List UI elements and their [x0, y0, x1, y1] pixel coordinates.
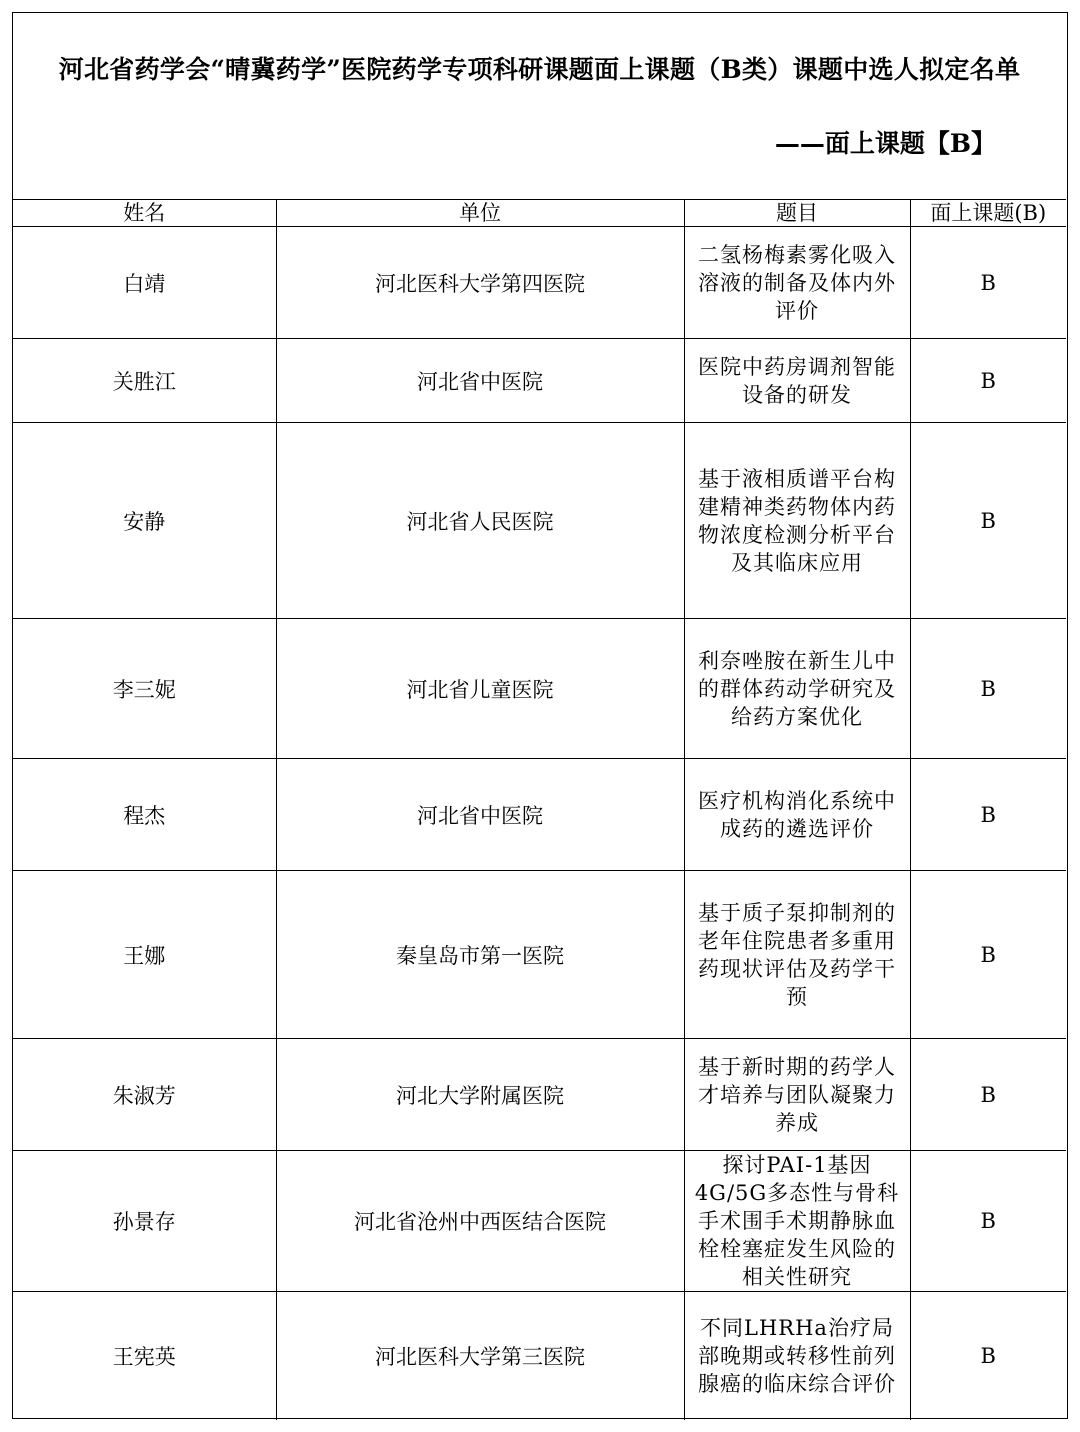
table-header-row: [13, 200, 1066, 227]
cell-category: B: [910, 423, 1066, 619]
cell-category: B: [910, 339, 1066, 423]
topic-text: 医疗机构消化系统中成药的遴选评价: [698, 788, 896, 841]
table-row: [13, 1292, 1066, 1420]
cell-topic: [684, 1151, 910, 1292]
cell-category: B: [910, 1292, 1066, 1420]
candidate-table: [13, 200, 1066, 1420]
cell-name: 朱淑芳: [13, 1039, 276, 1151]
topic-text: 二氢杨梅素雾化吸入溶液的制备及体内外评价: [698, 242, 896, 323]
cell-unit: 河北省沧州中西医结合医院: [276, 1151, 684, 1292]
topic-text: 探讨PAI-1基因4G/5G多态性与骨科手术围手术期静脉血栓栓塞症发生风险的相关性研究: [694, 1153, 900, 1289]
cell-unit: 河北省儿童医院: [276, 619, 684, 759]
table-row: [13, 339, 1066, 423]
cell-unit: 河北医科大学第四医院: [276, 227, 684, 339]
cell-category: B: [910, 619, 1066, 759]
cell-unit: 河北省人民医院: [276, 423, 684, 619]
topic-text: 利奈唑胺在新生儿中的群体药动学研究及给药方案优化: [698, 648, 896, 729]
header-category: 面上课题(B): [910, 200, 1066, 227]
cell-category: B: [910, 1151, 1066, 1292]
cell-name: 王娜: [13, 871, 276, 1039]
cell-topic: [684, 1039, 910, 1151]
cell-category: B: [910, 759, 1066, 871]
cell-name: 李三妮: [13, 619, 276, 759]
cell-category: B: [910, 1039, 1066, 1151]
cell-name: 关胜江: [13, 339, 276, 423]
cell-topic: [684, 1292, 910, 1420]
table-row: [13, 1151, 1066, 1292]
header-topic: 题目: [684, 200, 910, 227]
cell-category: B: [910, 871, 1066, 1039]
table-row: [13, 871, 1066, 1039]
cell-topic: [684, 759, 910, 871]
cell-name: 孙景存: [13, 1151, 276, 1292]
topic-text: 医院中药房调剂智能设备的研发: [698, 354, 896, 407]
cell-name: 程杰: [13, 759, 276, 871]
title-block: [13, 13, 1066, 200]
document-sheet: [12, 12, 1068, 1419]
topic-text: 基于质子泵抑制剂的老年住院患者多重用药现状评估及药学干预: [698, 900, 896, 1009]
cell-name: 安静: [13, 423, 276, 619]
document-title: 河北省药学会“晴冀药学”医院药学专项科研课题面上课题（B类）课题中选人拟定名单: [58, 55, 1021, 84]
cell-topic: [684, 227, 910, 339]
cell-topic: [684, 619, 910, 759]
cell-unit: 秦皇岛市第一医院: [276, 871, 684, 1039]
cell-unit: 河北大学附属医院: [276, 1039, 684, 1151]
cell-unit: 河北医科大学第三医院: [276, 1292, 684, 1420]
table-row: [13, 1039, 1066, 1151]
topic-text: 基于液相质谱平台构建精神类药物体内药物浓度检测分析平台及其临床应用: [698, 466, 896, 575]
document-subtitle: ——面上课题【B】: [774, 129, 996, 158]
table-row: [13, 759, 1066, 871]
table-row: [13, 423, 1066, 619]
cell-topic: [684, 871, 910, 1039]
cell-unit: 河北省中医院: [276, 759, 684, 871]
cell-topic: [684, 423, 910, 619]
cell-unit: 河北省中医院: [276, 339, 684, 423]
table-row: [13, 619, 1066, 759]
header-unit: 单位: [276, 200, 684, 227]
topic-text: 不同LHRHa治疗局部晚期或转移性前列腺癌的临床综合评价: [698, 1315, 896, 1396]
header-name: 姓名: [13, 200, 276, 227]
cell-category: B: [910, 227, 1066, 339]
topic-text: 基于新时期的药学人才培养与团队凝聚力养成: [698, 1054, 896, 1135]
cell-name: 王宪英: [13, 1292, 276, 1420]
table-row: [13, 227, 1066, 339]
cell-topic: [684, 339, 910, 423]
cell-name: 白靖: [13, 227, 276, 339]
